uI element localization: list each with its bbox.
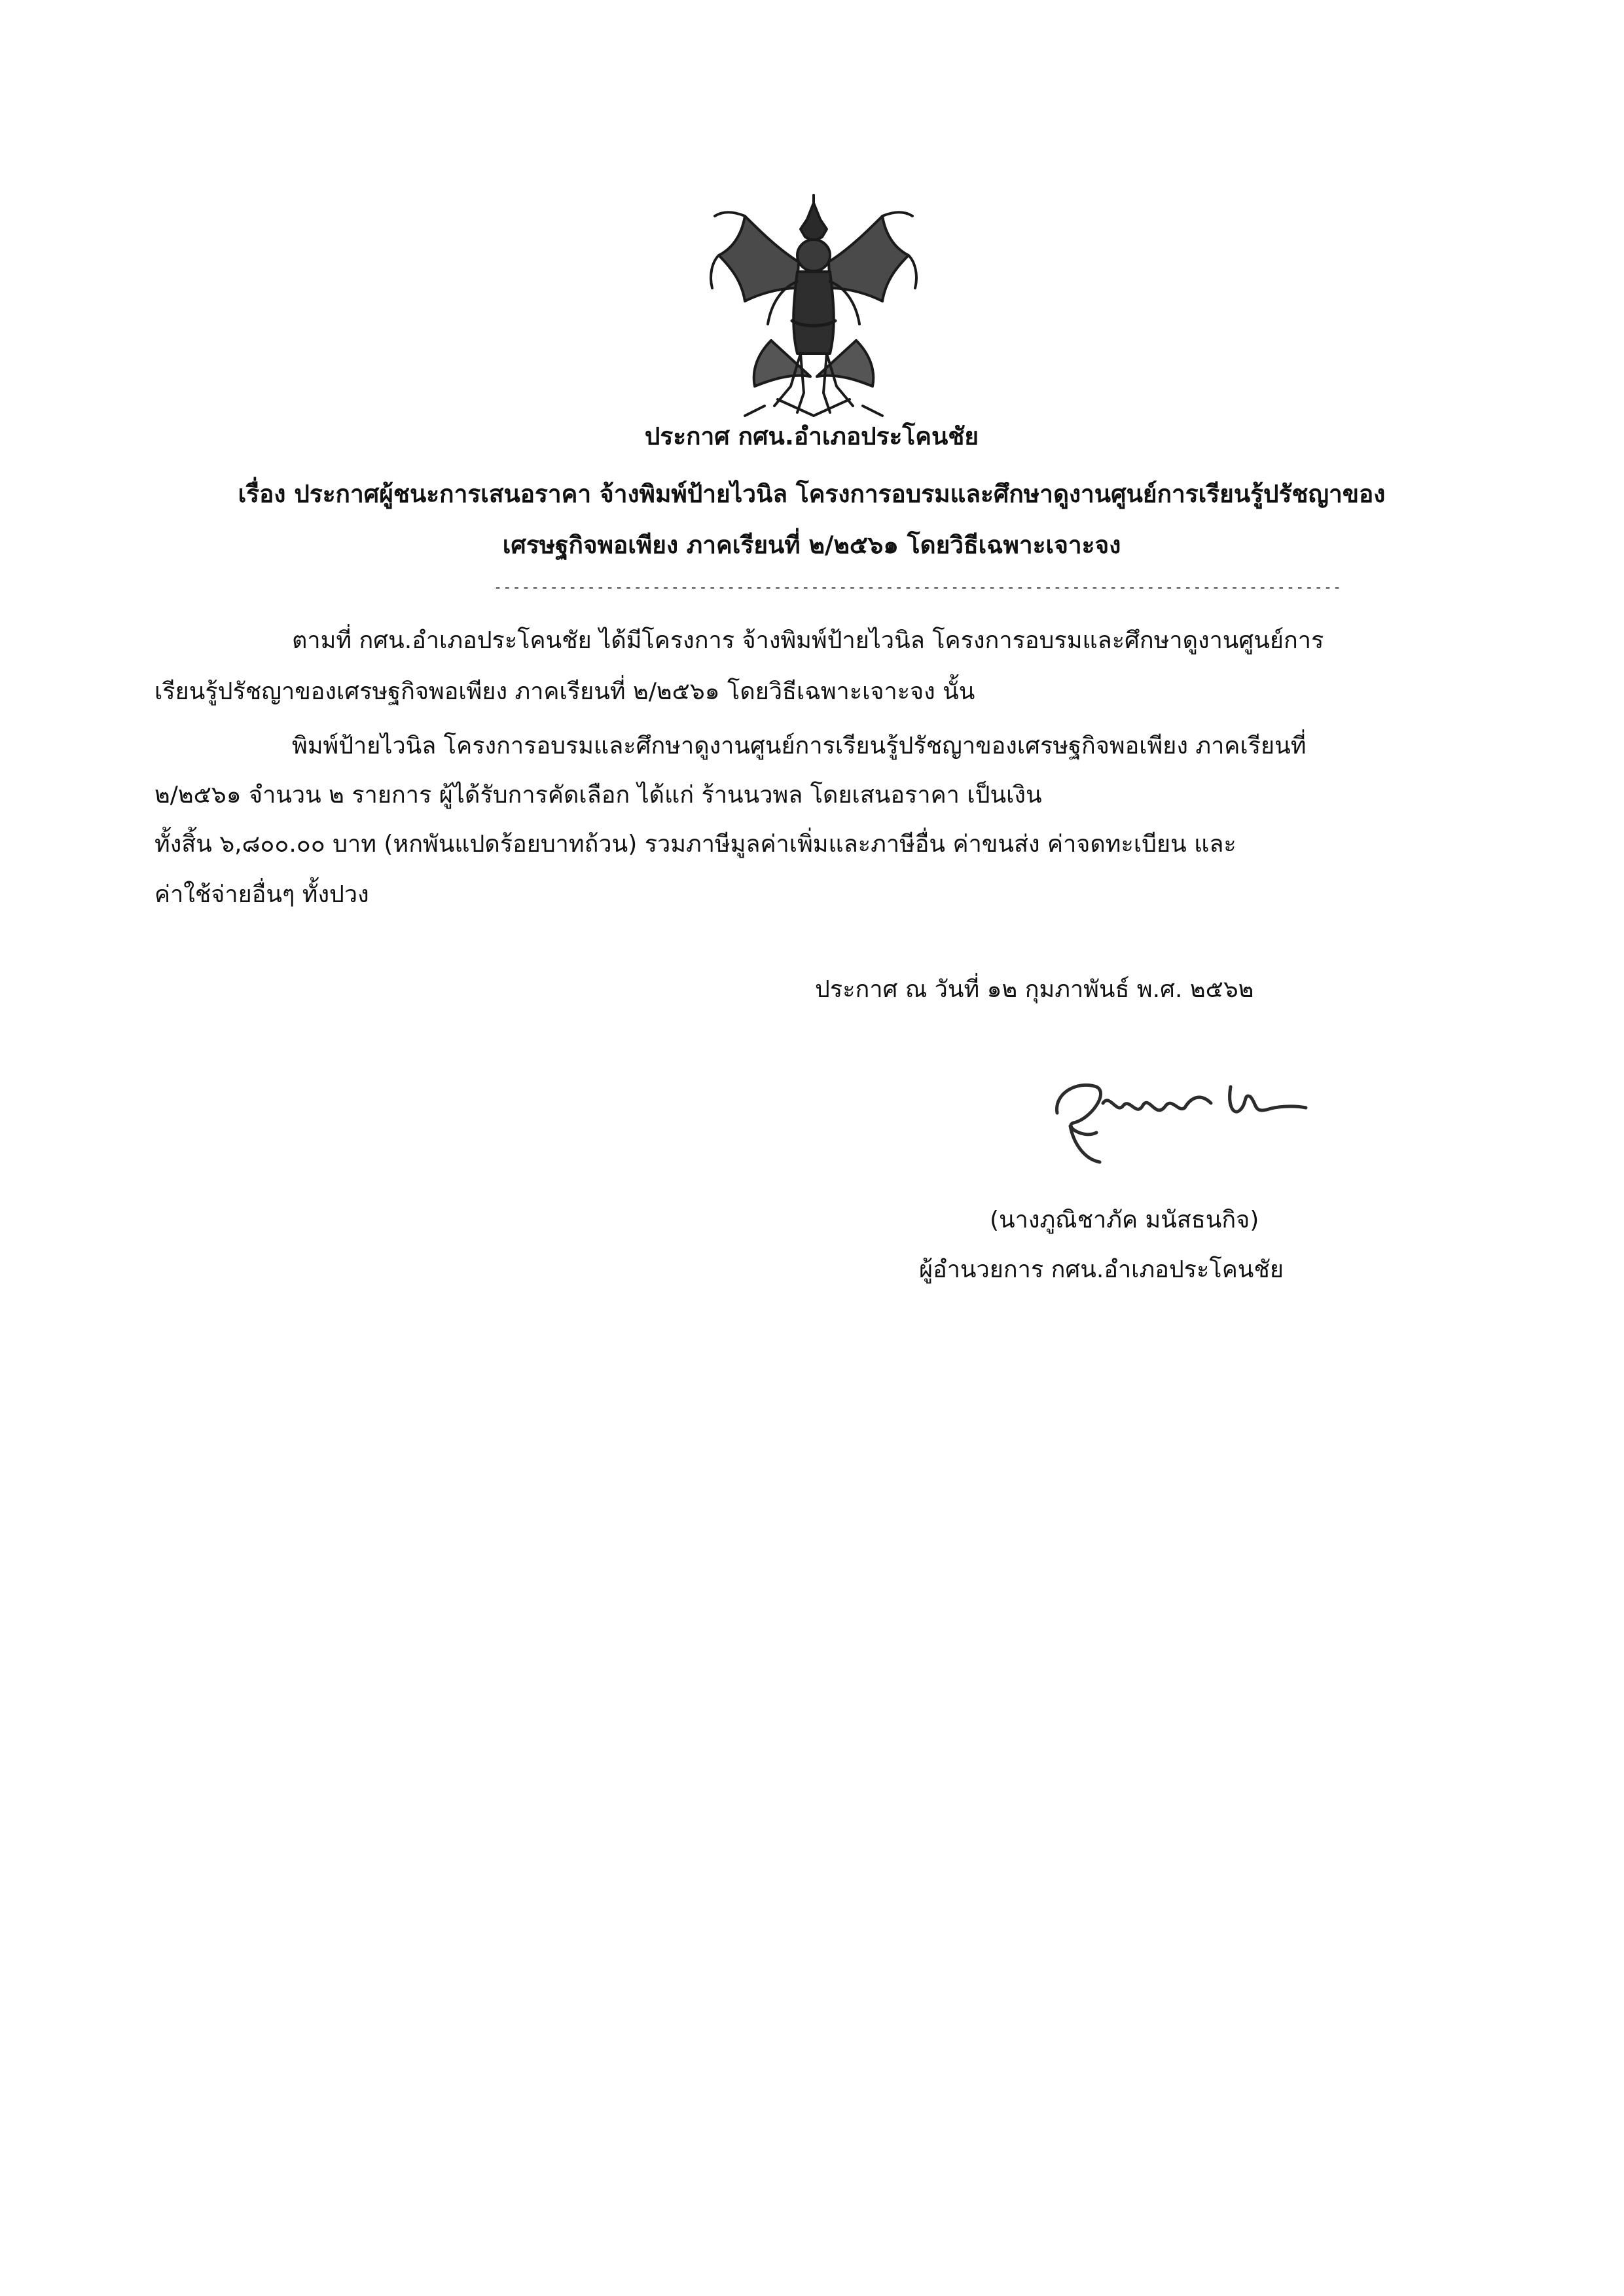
- body-line-1: ตามที่ กศน.อำเภอประโคนชัย ได้มีโครงการ จ้างพิมพ์ป้ายไวนิล โครงการอบรมและศึกษาดูงานศูนย์การ: [292, 627, 1324, 654]
- body-line-3: พิมพ์ป้ายไวนิล โครงการอบรมและศึกษาดูงานศูนย์การเรียนรู้ปรัชญาของเศรษฐกิจพอเพียง ภาคเรียนที่: [292, 733, 1307, 759]
- handwritten-signature-icon: [1044, 1067, 1312, 1165]
- subject-line-1: เรื่อง ประกาศผู้ชนะการเสนอราคา จ้างพิมพ์ป้ายไวนิล โครงการอบรมและศึกษาดูงานศูนย์การเรียนรู้ปรัชญาของ: [238, 480, 1386, 508]
- signer-name: (นางภูณิชาภัค มนัสธนกิจ): [990, 1207, 1259, 1233]
- divider-line: -------------------------------------------------------------------------------------------: [494, 579, 1343, 596]
- announcement-title: ประกาศ กศน.อำเภอประโคนชัย: [644, 422, 979, 450]
- body-line-4: ๒/๒๕๖๑ จำนวน ๒ รายการ ผู้ได้รับการคัดเลือก ได้แก่ ร้านนวพล โดยเสนอราคา เป็นเงิน: [154, 782, 1042, 809]
- subject-line-2: เศรษฐกิจพอเพียง ภาคเรียนที่ ๒/๒๕๖๑ โดยวิธีเฉพาะเจาะจง: [502, 531, 1121, 559]
- body-line-5: ทั้งสิ้น ๖,๘๐๐.๐๐ บาท (หกพันแปดร้อยบาทถ้วน) รวมภาษีมูลค่าเพิ่มและภาษีอื่น ค่าขนส่ง ค่าจดทะเบียน และ: [154, 831, 1236, 858]
- body-line-2: เรียนรู้ปรัชญาของเศรษฐกิจพอเพียง ภาคเรียนที่ ๒/๒๕๖๑ โดยวิธีเฉพาะเจาะจง นั้น: [154, 678, 975, 705]
- body-line-6: ค่าใช้จ่ายอื่นๆ ทั้งปวง: [154, 881, 369, 908]
- signer-title: ผู้อำนวยการ กศน.อำเภอประโคนชัย: [919, 1256, 1284, 1283]
- garuda-emblem-icon: [706, 190, 922, 422]
- announcement-date: ประกาศ ณ วันที่ ๑๒ กุมภาพันธ์ พ.ศ. ๒๕๖๒: [815, 976, 1254, 1003]
